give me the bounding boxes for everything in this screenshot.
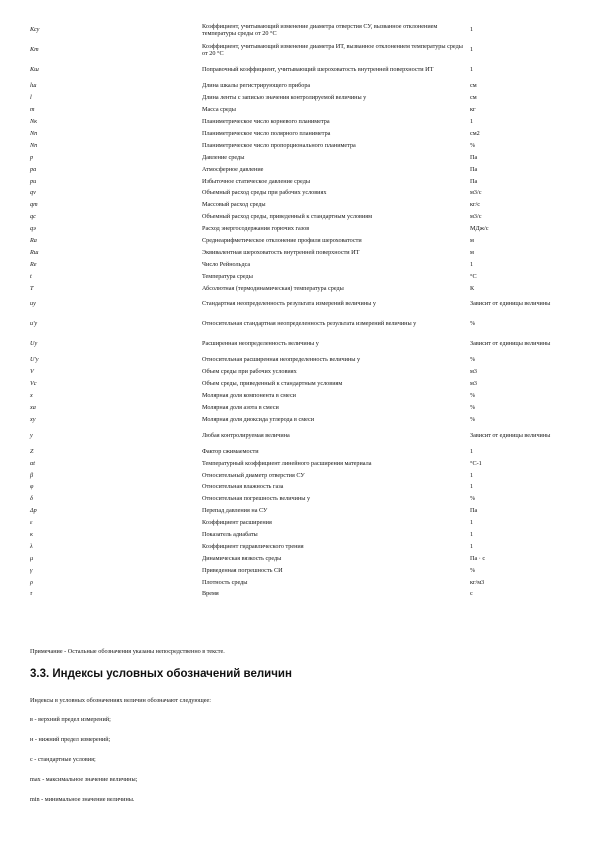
table-row <box>30 104 575 116</box>
symbol-cell: Re <box>30 260 37 268</box>
symbol-cell: λ <box>30 542 33 550</box>
table-row <box>30 378 575 390</box>
description-cell: Коэффициент, учитывающий изменение диаметра ИТ, вызванное отклонением температуры среды от 20 °С <box>202 42 463 57</box>
symbol-cell: xa <box>30 403 36 411</box>
table-row <box>30 294 575 314</box>
list-item: с - стандартные условия; <box>30 756 96 763</box>
unit-cell: см2 <box>470 129 480 137</box>
table-row <box>30 116 575 128</box>
unit-cell: с <box>470 590 473 598</box>
description-cell: Давление среды <box>202 153 245 161</box>
table-row <box>30 354 575 366</box>
list-item: min - минимальное значение величины. <box>30 796 135 803</box>
unit-cell: 1 <box>470 519 474 527</box>
table-row <box>30 541 575 553</box>
description-cell: Коэффициент расширения <box>202 519 272 527</box>
description-cell: Абсолютная (термодинамическая) температура среды <box>202 284 344 292</box>
description-cell: Приведенная погрешность СИ <box>202 566 283 574</box>
unit-cell: 1 <box>470 530 474 538</box>
symbol-cell: Rш <box>30 248 39 256</box>
unit-cell: 1 <box>470 483 474 491</box>
unit-cell: Па <box>470 177 478 185</box>
unit-cell: 1 <box>470 447 474 455</box>
table-row <box>30 425 575 445</box>
description-cell: Атмосферное давление <box>202 165 264 173</box>
description-cell: Перепад давления на СУ <box>202 507 268 515</box>
description-cell: Планиметрическое число пропорционального планиметра <box>202 141 356 149</box>
unit-cell: % <box>470 566 476 574</box>
unit-cell: % <box>470 356 476 364</box>
description-cell: Объем среды, приведенный к стандартным условиям <box>202 380 343 388</box>
unit-cell: °С-1 <box>470 459 482 467</box>
symbol-cell: qv <box>30 189 36 197</box>
description-cell: Среднеарифметическое отклонение профиля шероховатости <box>202 236 362 244</box>
table-row <box>30 187 575 199</box>
unit-cell: см <box>470 82 477 90</box>
unit-cell: МДж/с <box>470 225 489 233</box>
description-cell: Объемный расход среды при рабочих условиях <box>202 189 327 197</box>
unit-cell: см <box>470 94 477 102</box>
description-cell: Динамическая вязкость среды <box>202 554 282 562</box>
list-item: max - максимальное значение величины; <box>30 776 138 783</box>
symbol-cell: p <box>30 153 34 161</box>
table-row <box>30 270 575 282</box>
table-row <box>30 366 575 378</box>
symbol-cell: V <box>30 368 34 376</box>
unit-cell: 1 <box>470 66 474 74</box>
symbol-cell: Uy <box>30 340 38 348</box>
unit-cell: % <box>470 141 476 149</box>
symbol-cell: pи <box>30 177 37 185</box>
table-row <box>30 175 575 187</box>
unit-cell: м3 <box>470 380 478 388</box>
table-row <box>30 505 575 517</box>
unit-cell: Зависит от единицы величины <box>470 431 551 439</box>
description-cell: Относительная стандартная неопределенность результата измерений величины y <box>202 320 417 328</box>
unit-cell: °С <box>470 272 477 280</box>
description-cell: Молярная доля азота в смеси <box>202 403 279 411</box>
unit-cell: Зависит от единицы величины <box>470 340 551 348</box>
unit-cell: 1 <box>470 260 474 268</box>
description-cell: Поправочный коэффициент, учитывающий шероховатость внутренней поверхности ИТ <box>202 66 434 74</box>
table-row <box>30 92 575 104</box>
symbol-cell: uy <box>30 300 36 308</box>
description-cell: Стандартная неопределенность результата измерений величины y <box>202 300 376 308</box>
table-row <box>30 529 575 541</box>
table-row <box>30 258 575 270</box>
symbol-cell: x <box>30 392 33 400</box>
symbol-cell: Nп <box>30 141 38 149</box>
symbol-cell: t <box>30 272 32 280</box>
table-row <box>30 199 575 211</box>
description-cell: Относительная расширенная неопределенность величины y <box>202 356 361 364</box>
unit-cell: 1 <box>470 542 474 550</box>
unit-cell: 1 <box>470 118 474 126</box>
table-row <box>30 402 575 414</box>
table-row <box>30 40 575 60</box>
unit-cell: кг/с <box>470 201 481 209</box>
table-row <box>30 445 575 457</box>
symbol-cell: Δp <box>30 507 37 515</box>
symbol-cell: l <box>30 94 32 102</box>
unit-cell: м <box>470 248 474 256</box>
description-cell: Эквивалентная шероховатость внутренней поверхности ИТ <box>202 248 360 256</box>
table-row <box>30 20 575 40</box>
description-cell: Массовый расход среды <box>202 201 266 209</box>
symbol-cell: β <box>30 471 34 479</box>
table-row <box>30 564 575 576</box>
table-row <box>30 576 575 588</box>
description-cell: Объемный расход среды, приведенный к стандартным условиям <box>202 213 373 221</box>
table-row <box>30 223 575 235</box>
list-item: в - верхний предел измерений; <box>30 716 111 723</box>
unit-cell: К <box>470 284 475 292</box>
symbol-cell: Z <box>30 447 34 455</box>
description-cell: Расширенная неопределенность величины y <box>202 340 319 348</box>
unit-cell: м3 <box>470 368 478 376</box>
unit-cell: Па <box>470 165 478 173</box>
description-cell: Планиметрическое число полярного планиметра <box>202 129 331 137</box>
symbol-cell: qm <box>30 201 38 209</box>
symbol-cell: Ra <box>30 236 37 244</box>
symbol-cell: ρ <box>30 578 33 586</box>
unit-cell: % <box>470 495 476 503</box>
table-row <box>30 151 575 163</box>
symbol-cell: Кт <box>30 46 39 54</box>
table-row <box>30 60 575 80</box>
unit-cell: Зависит от единицы величины <box>470 300 551 308</box>
symbol-cell: τ <box>30 590 33 598</box>
description-cell: Длина ленты с записью значения контролируемой величины y <box>202 94 367 102</box>
symbol-cell: γ <box>30 566 33 574</box>
description-cell: Планиметрическое число корневого планиметра <box>202 118 330 126</box>
symbols-table <box>30 20 575 600</box>
description-cell: Температурный коэффициент линейного расширения материала <box>202 459 372 467</box>
symbol-cell: T <box>30 284 34 292</box>
symbol-cell: qс <box>30 213 36 221</box>
section-heading: 3.3. Индексы условных обозначений величин <box>30 668 292 680</box>
table-row <box>30 211 575 223</box>
description-cell: Молярная доля компонента в смеси <box>202 392 296 400</box>
symbol-cell: U'y <box>30 356 39 364</box>
table-row <box>30 334 575 354</box>
table-row <box>30 282 575 294</box>
description-cell: Любая контролируемая величина <box>202 431 290 439</box>
table-note: Примечание - Остальные обозначения указаны непосредственно в тексте. <box>30 648 225 655</box>
unit-cell: 1 <box>470 26 474 34</box>
symbol-cell: Ксу <box>30 26 40 34</box>
description-cell: Плотность среды <box>202 578 248 586</box>
table-row <box>30 80 575 92</box>
symbol-cell: δ <box>30 495 33 503</box>
description-cell: Температура среды <box>202 272 253 280</box>
unit-cell: Па <box>470 153 478 161</box>
symbol-cell: m <box>30 106 35 114</box>
unit-cell: % <box>470 415 476 423</box>
description-cell: Молярная доля диоксида углерода в смеси <box>202 415 315 423</box>
symbol-cell: Nк <box>30 118 38 126</box>
table-row <box>30 246 575 258</box>
symbol-cell: xy <box>30 415 36 423</box>
unit-cell: 1 <box>470 471 474 479</box>
description-cell: Показатель адиабаты <box>202 530 258 538</box>
symbols-table-body <box>30 20 575 600</box>
description-cell: Масса среды <box>202 106 236 114</box>
description-cell: Длина шкалы регистрирующего прибора <box>202 82 311 90</box>
description-cell: Относительная погрешность величины y <box>202 495 311 503</box>
table-row <box>30 457 575 469</box>
list-item: н - нижний предел измерений; <box>30 736 111 743</box>
symbol-cell: u'y <box>30 320 38 328</box>
description-cell: Объем среды при рабочих условиях <box>202 368 297 376</box>
table-row <box>30 163 575 175</box>
symbol-cell: κ <box>30 530 33 538</box>
description-cell: Коэффициент, учитывающий изменение диаметра отверстия СУ, вызванное отклонением температуры среды от 20 °С <box>202 22 438 37</box>
symbol-cell: y <box>30 431 33 439</box>
symbol-cell: Кш <box>30 66 39 74</box>
symbol-cell: lш <box>30 82 37 90</box>
unit-cell: % <box>470 320 476 328</box>
unit-cell: 1 <box>470 46 474 54</box>
table-row <box>30 469 575 481</box>
description-cell: Фактор сжимаемости <box>202 447 259 455</box>
symbol-cell: ε <box>30 519 33 527</box>
unit-cell: м3/с <box>470 213 482 221</box>
table-row <box>30 552 575 564</box>
symbol-cell: qэ <box>30 225 36 233</box>
description-cell: Расход энергосодержания горючих газов <box>202 225 310 233</box>
description-cell: Коэффициент гидравлического трения <box>202 542 304 550</box>
table-row <box>30 481 575 493</box>
unit-cell: % <box>470 392 476 400</box>
description-cell: Относительная влажность газа <box>202 483 284 491</box>
table-row <box>30 314 575 334</box>
description-cell: Время <box>202 590 219 598</box>
description-cell: Относительный диаметр отверстия СУ <box>202 471 305 479</box>
table-row <box>30 235 575 247</box>
unit-cell: % <box>470 403 476 411</box>
symbol-cell: Vс <box>30 380 37 388</box>
table-row <box>30 390 575 402</box>
table-row <box>30 128 575 140</box>
unit-cell: Па · с <box>470 554 486 562</box>
symbol-cell: φ <box>30 483 34 491</box>
intro-paragraph: Индексы в условных обозначениях величин обозначают следующее: <box>30 697 211 704</box>
unit-cell: кг <box>470 106 476 114</box>
unit-cell: м3/с <box>470 189 482 197</box>
symbol-cell: αt <box>30 459 35 467</box>
description-cell: Избыточное статическое давление среды <box>202 177 310 185</box>
table-row <box>30 588 575 600</box>
table-row <box>30 493 575 505</box>
table-row <box>30 413 575 425</box>
symbol-cell: Nп <box>30 129 38 137</box>
description-cell: Число Рейнольдса <box>202 260 251 268</box>
unit-cell: Па <box>470 507 478 515</box>
unit-cell: м <box>470 236 474 244</box>
symbol-cell: pа <box>30 165 37 173</box>
table-row <box>30 139 575 151</box>
table-row <box>30 517 575 529</box>
unit-cell: кг/м3 <box>470 578 485 586</box>
symbol-cell: μ <box>30 554 34 562</box>
